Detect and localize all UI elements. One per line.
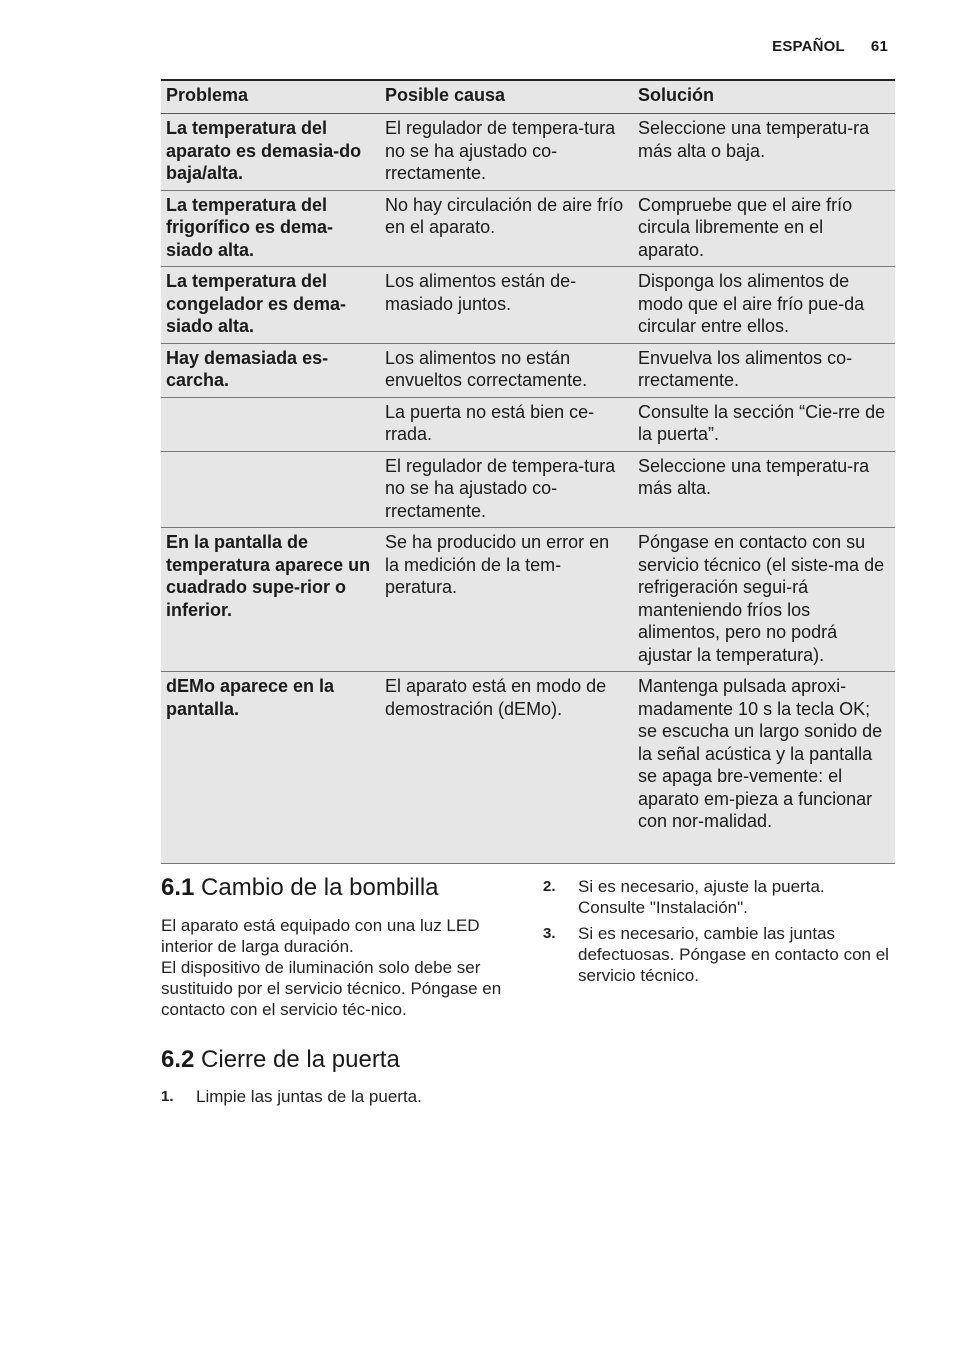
left-column [161,874,511,1112]
column-header-cause: Posible causa [380,80,633,114]
problem-cell: dEMo aparece en la pantalla. [161,672,380,864]
list-item [161,1086,511,1107]
solution-cell: Disponga los alimentos de modo que el aire frío pue-da circular entre ellos. [633,267,895,344]
table-row [161,451,895,528]
solution-cell: Mantenga pulsada aproxi-madamente 10 s la tecla OK; se escucha un largo sonido de la señal acústica y la pantalla se apaga bre-vemente: el aparato em-pieza a funcionar con nor-malidad. [633,672,895,864]
cause-cell: Se ha producido un error en la medición de la tem-peratura. [380,528,633,672]
table-row [161,114,895,191]
cause-cell: El aparato está en modo de demostración (dEMo). [380,672,633,864]
problem-cell: En la pantalla de temperatura aparece un cuadrado supe-rior o inferior. [161,528,380,672]
problem-cell: La temperatura del aparato es demasia-do baja/alta. [161,114,380,191]
step-text: Si es necesario, ajuste la puerta. Consulte "Instalación". [578,877,825,917]
page-number: 61 [870,38,888,55]
page-header [772,38,888,55]
step-number: 2. [543,878,556,895]
section-number: 6.1 [161,874,195,901]
cause-cell: Los alimentos están de-masiado juntos. [380,267,633,344]
table-row [161,397,895,451]
right-column [543,876,893,991]
cause-cell: La puerta no está bien ce-rrada. [380,397,633,451]
table-row [161,267,895,344]
section-title: Cambio de la bombilla [201,874,439,901]
problem-cell: La temperatura del frigorífico es dema-siado alta. [161,190,380,267]
solution-cell: Seleccione una temperatu-ra más alta o baja. [633,114,895,191]
paragraph: El dispositivo de iluminación solo debe ser sustituido por el servicio técnico. Póngase en contacto con el servicio téc-nico. [161,958,502,1019]
troubleshooting-table [161,79,895,864]
section-heading-bulb [161,874,511,902]
table-header-row [161,80,895,114]
table-row [161,672,895,864]
problem-cell: La temperatura del congelador es dema-siado alta. [161,267,380,344]
solution-cell: Póngase en contacto con su servicio técnico (el siste-ma de refrigeración segui-rá manteniendo fríos los alimentos, pero no podrá ajustar la temperatura). [633,528,895,672]
step-text: Limpie las juntas de la puerta. [196,1087,422,1106]
step-number: 3. [543,925,556,942]
solution-cell: Envuelva los alimentos co-rrectamente. [633,343,895,397]
problem-cell [161,451,380,528]
table-row [161,343,895,397]
table-row [161,190,895,267]
section-number: 6.2 [161,1046,195,1073]
cause-cell: El regulador de tempera-tura no se ha ajustado co-rrectamente. [380,114,633,191]
section-title: Cierre de la puerta [201,1046,400,1073]
cause-cell: El regulador de tempera-tura no se ha ajustado co-rrectamente. [380,451,633,528]
problem-cell: Hay demasiada es-carcha. [161,343,380,397]
cause-cell: Los alimentos no están envueltos correctamente. [380,343,633,397]
table-row [161,528,895,672]
list-item [543,923,893,986]
column-header-problem: Problema [161,80,380,114]
step-number: 1. [161,1088,174,1105]
language-label: ESPAÑOL [772,38,845,55]
paragraph: El aparato está equipado con una luz LED interior de larga duración. [161,916,480,956]
list-item [543,876,893,918]
cause-cell: No hay circulación de aire frío en el aparato. [380,190,633,267]
step-text: Si es necesario, cambie las juntas defectuosas. Póngase en contacto con el servicio técnico. [578,924,889,985]
solution-cell: Seleccione una temperatu-ra más alta. [633,451,895,528]
solution-cell: Compruebe que el aire frío circula libremente en el aparato. [633,190,895,267]
problem-cell [161,397,380,451]
section-heading-door [161,1046,511,1074]
solution-cell: Consulte la sección “Cie-rre de la puerta”. [633,397,895,451]
column-header-solution: Solución [633,80,895,114]
